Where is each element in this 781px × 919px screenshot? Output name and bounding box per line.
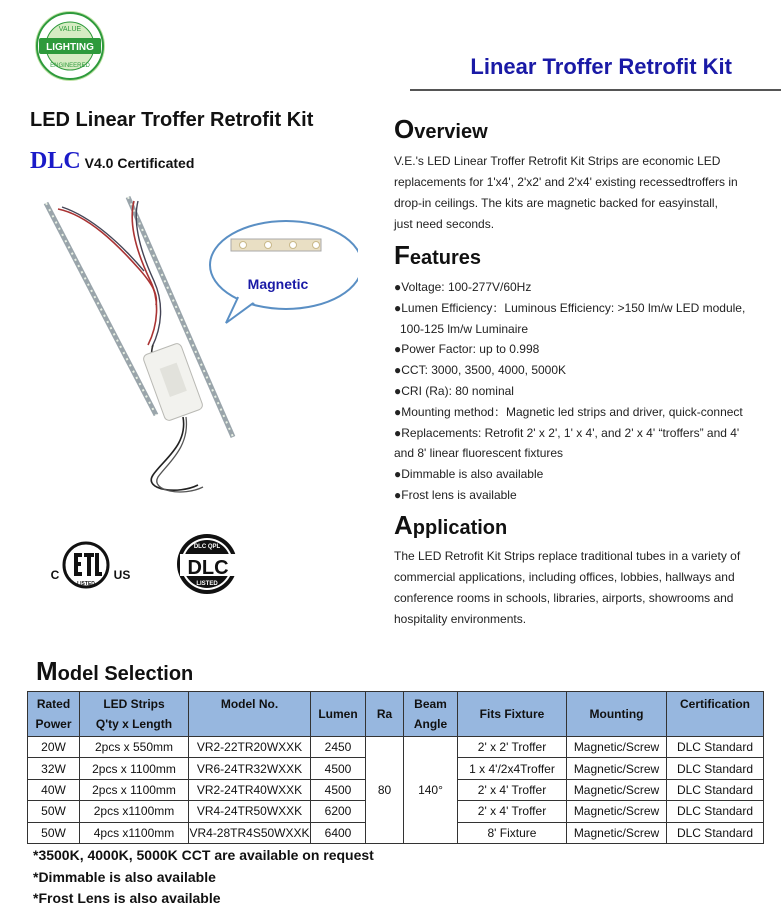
- feature-item: ●Replacements: Retrofit 2' x 2', 1' x 4', and 2' x 4' “troffers” and 4': [394, 425, 740, 440]
- features-cap: F: [394, 240, 410, 270]
- model-selection-table: [27, 691, 764, 844]
- product-title: LED Linear Troffer Retrofit Kit: [30, 109, 314, 131]
- cell-cert: DLC Standard: [667, 822, 764, 843]
- dlc-qpl-arc-text: DLC QPL: [193, 544, 221, 550]
- cell-fits: 8' Fixture: [458, 822, 567, 843]
- cell-strips: 2pcs x 1100mm: [80, 758, 189, 779]
- etl-us-mark: US: [113, 568, 131, 582]
- cell-power: 40W: [28, 779, 80, 800]
- col-model-no: [189, 692, 311, 737]
- logo-lighting-text: LIGHTING: [46, 42, 94, 53]
- col-led-strips: [80, 692, 189, 737]
- feature-item: ●Dimmable is also available: [394, 467, 544, 482]
- feature-item: ●CCT: 3000, 3500, 4000, 5000K: [394, 363, 567, 378]
- header-text: Ra: [376, 707, 393, 721]
- col-rated-power: [28, 692, 80, 737]
- etl-listed-text: LISTED: [77, 581, 95, 587]
- dlc-label: DLC: [30, 148, 81, 174]
- cell-ra: 80: [366, 737, 404, 844]
- application-heading: [394, 510, 507, 541]
- model-rest: odel Selection: [57, 663, 194, 685]
- col-fits-fixture: [458, 692, 567, 737]
- overview-rest: verview: [414, 121, 488, 143]
- header-text: Mounting: [589, 707, 644, 721]
- header-text: LED Strips: [103, 697, 165, 711]
- cell-strips: 2pcs x 1100mm: [80, 779, 189, 800]
- magnetic-label: Magnetic: [247, 276, 309, 292]
- cell-model: VR2-24TR40WXXK: [189, 779, 311, 800]
- feature-item: ●Lumen Efficiency：Luminous Efficiency: >150 lm/w LED module,: [394, 300, 746, 315]
- magnetic-callout: [210, 221, 358, 323]
- etl-c-mark: C: [50, 568, 60, 582]
- model-cap: M: [36, 656, 58, 686]
- header-text: Fits Fixture: [479, 707, 545, 721]
- features-rest: eatures: [409, 247, 482, 269]
- cell-mounting: Magnetic/Screw: [567, 779, 667, 800]
- overview-paragraph: [394, 151, 744, 235]
- feature-item: ●Voltage: 100-277V/60Hz: [394, 280, 532, 294]
- header-text: Q'ty x Length: [95, 717, 173, 731]
- cell-strips: 2pcs x1100mm: [80, 801, 189, 822]
- cell-power: 20W: [28, 737, 80, 758]
- header-title: Linear Troffer Retrofit Kit: [470, 54, 732, 79]
- cell-cert: DLC Standard: [667, 758, 764, 779]
- led-strip-left: [46, 203, 156, 415]
- cell-model: VR6-24TR32WXXK: [189, 758, 311, 779]
- feature-item: ●Frost lens is available: [394, 487, 517, 502]
- feature-item: 100-125 lm/w Luminaire: [400, 321, 529, 336]
- logo-value-text: VALUE: [58, 26, 82, 33]
- cell-fits: 2' x 4' Troffer: [458, 801, 567, 822]
- note-item: *Frost Lens is also available: [33, 890, 221, 906]
- feature-item: ●Power Factor: up to 0.998: [394, 342, 540, 357]
- application-line: conference rooms in schools, libraries, airports, showrooms and: [394, 591, 734, 605]
- note-item: *Dimmable is also available: [33, 868, 216, 885]
- cell-cert: DLC Standard: [667, 779, 764, 800]
- header-text: Beam: [414, 697, 447, 711]
- application-cap: A: [394, 510, 413, 540]
- overview-line: replacements for 1'x4', 2'x2' and 2'x4' existing recessedtroffers in: [394, 175, 738, 189]
- cell-model: VR4-24TR50WXXK: [189, 801, 311, 822]
- cell-power: 50W: [28, 822, 80, 843]
- dlc-version: V4.0 Certificated: [84, 155, 195, 171]
- col-mounting: [567, 692, 667, 737]
- col-beam-angle: [404, 692, 458, 737]
- application-line: hospitality environments.: [394, 612, 527, 626]
- header-text: Lumen: [318, 707, 358, 721]
- cell-model: VR4-28TR4S50WXXK: [189, 822, 311, 843]
- cell-lumen: 4500: [311, 779, 366, 800]
- header-text: Angle: [413, 717, 448, 731]
- header-text: Model No.: [220, 697, 279, 711]
- overview-cap: O: [394, 114, 415, 144]
- overview-line: just need seconds.: [394, 217, 495, 231]
- dlc-listed-text: LISTED: [196, 581, 218, 587]
- logo-engineered-text: ENGINEERED: [50, 63, 90, 69]
- availability-notes: [33, 845, 374, 910]
- table-row: [28, 737, 764, 758]
- cell-fits: 2' x 4' Troffer: [458, 779, 567, 800]
- header-text: Certification: [679, 697, 750, 711]
- header-text: Rated: [36, 697, 71, 711]
- cell-mounting: Magnetic/Screw: [567, 822, 667, 843]
- header-text: Power: [35, 717, 72, 731]
- cell-model: VR2-22TR20WXXK: [189, 737, 311, 758]
- cell-power: 32W: [28, 758, 80, 779]
- feature-item: ●Mounting method：Magnetic led strips and driver, quick-connect: [394, 404, 743, 419]
- cell-mounting: Magnetic/Screw: [567, 801, 667, 822]
- cell-fits: 1 x 4'/2x4Troffer: [458, 758, 567, 779]
- application-paragraph: [394, 546, 744, 630]
- application-line: The LED Retrofit Kit Strips replace traditional tubes in a variety of: [394, 549, 741, 563]
- etl-listed-logo: [46, 535, 136, 595]
- value-lighting-engineered-logo: [33, 9, 107, 83]
- dlc-certification-line: [30, 148, 194, 175]
- cell-lumen: 2450: [311, 737, 366, 758]
- feature-item: ●CRI (Ra): 80 nominal: [394, 383, 514, 398]
- overview-line: V.E.'s LED Linear Troffer Retrofit Kit Strips are economic LED: [394, 154, 721, 168]
- features-heading: [394, 240, 481, 271]
- cell-lumen: 6400: [311, 822, 366, 843]
- col-lumen: [311, 692, 366, 737]
- overview-line: drop-in ceilings. The kits are magnetic backed for easyinstall,: [394, 196, 718, 210]
- col-certification: [667, 692, 764, 737]
- application-rest: pplication: [412, 517, 508, 539]
- cell-power: 50W: [28, 801, 80, 822]
- cell-cert: DLC Standard: [667, 737, 764, 758]
- overview-heading: [394, 114, 488, 145]
- model-selection-heading: [36, 656, 193, 687]
- product-image: [28, 185, 358, 515]
- cell-lumen: 4500: [311, 758, 366, 779]
- feature-item: and 8' linear fluorescent fixtures: [394, 446, 564, 461]
- cell-strips: 2pcs x 550mm: [80, 737, 189, 758]
- cell-mounting: Magnetic/Screw: [567, 758, 667, 779]
- cell-lumen: 6200: [311, 801, 366, 822]
- note-item: *3500K, 4000K, 5000K CCT are available on request: [33, 847, 374, 863]
- application-line: commercial applications, including offices, lobbies, hallways and: [394, 570, 735, 584]
- header-divider: [410, 89, 781, 91]
- dlc-qpl-listed-logo: [174, 532, 244, 596]
- col-ra: [366, 692, 404, 737]
- cell-mounting: Magnetic/Screw: [567, 737, 667, 758]
- cell-beam-angle: 140°: [404, 737, 458, 844]
- dlc-logo-mark: DLC: [187, 557, 229, 579]
- cell-strips: 4pcs x1100mm: [80, 822, 189, 843]
- cell-cert: DLC Standard: [667, 801, 764, 822]
- table-header-row: [28, 692, 764, 737]
- cell-fits: 2' x 2' Troffer: [458, 737, 567, 758]
- features-list: [394, 277, 752, 506]
